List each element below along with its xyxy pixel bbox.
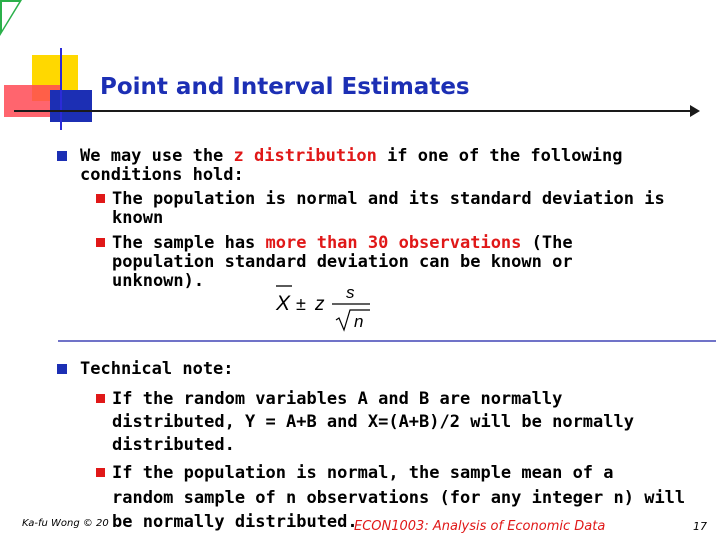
- technical-note-2-line-3: be normally distributed.: [112, 512, 358, 532]
- sub-bullet-1-line-1: The population is normal and its standard deviation is: [112, 189, 665, 209]
- bullet-square-icon: [57, 151, 67, 161]
- bullet-square-icon: [57, 364, 67, 374]
- vertical-line-decoration: [60, 48, 62, 130]
- sub-bullet-2-text-pre: The sample has: [112, 233, 266, 253]
- bullet-1-text-post: if one of the following: [376, 146, 623, 166]
- sub-bullet-2-line-3: unknown).: [112, 271, 205, 291]
- bullet-2-text: Technical note:: [80, 359, 234, 379]
- sub-bullet-square-icon: [96, 238, 105, 247]
- technical-note-1-line-3: distributed.: [112, 435, 235, 455]
- sub-bullet-2-text-post: (The: [521, 233, 573, 253]
- technical-note-2-line-2: random sample of n observations (for any integer n) will: [112, 488, 686, 508]
- formula-xbar: X: [276, 292, 291, 315]
- sqrt-sign-icon: [336, 310, 370, 330]
- slide-title: Point and Interval Estimates: [100, 74, 470, 100]
- confidence-interval-formula: [272, 280, 382, 332]
- blue-square-decoration: [50, 90, 92, 122]
- sub-bullet-square-icon: [96, 468, 105, 477]
- footer-author: Ka-fu Wong © 20: [22, 518, 109, 529]
- sub-bullet-2-line-1: [112, 233, 573, 253]
- formula-z: z: [315, 294, 325, 315]
- formula-plus-minus: ±: [296, 294, 306, 314]
- sub-bullet-2-line-2: population standard deviation can be known or: [112, 252, 573, 272]
- sub-bullet-square-icon: [96, 194, 105, 203]
- formula-n: n: [354, 312, 364, 331]
- bullet-1-line-2: conditions hold:: [80, 165, 244, 185]
- title-underline: [14, 110, 694, 112]
- formula-s: s: [346, 283, 355, 302]
- bullet-1-line-1: [80, 146, 622, 166]
- sub-bullet-1-line-2: known: [112, 208, 164, 228]
- technical-note-1-line-1: If the random variables A and B are normally: [112, 389, 563, 409]
- arrow-icon: [690, 105, 700, 117]
- section-divider: [58, 340, 716, 342]
- corner-triangle-inner: [2, 2, 19, 30]
- technical-note-2-line-1: If the population is normal, the sample mean of a: [112, 463, 614, 483]
- sub-bullet-square-icon: [96, 394, 105, 403]
- footer-course: ECON1003: Analysis of Economic Data: [354, 519, 606, 534]
- page-number: 17: [693, 520, 707, 533]
- technical-note-1-line-2: distributed, Y = A+B and X=(A+B)/2 will be normally: [112, 412, 634, 432]
- more-than-30-highlight: more than 30 observations: [265, 233, 522, 253]
- z-distribution-highlight: z distribution: [233, 146, 377, 166]
- bullet-1-text-pre: We may use the: [80, 146, 234, 166]
